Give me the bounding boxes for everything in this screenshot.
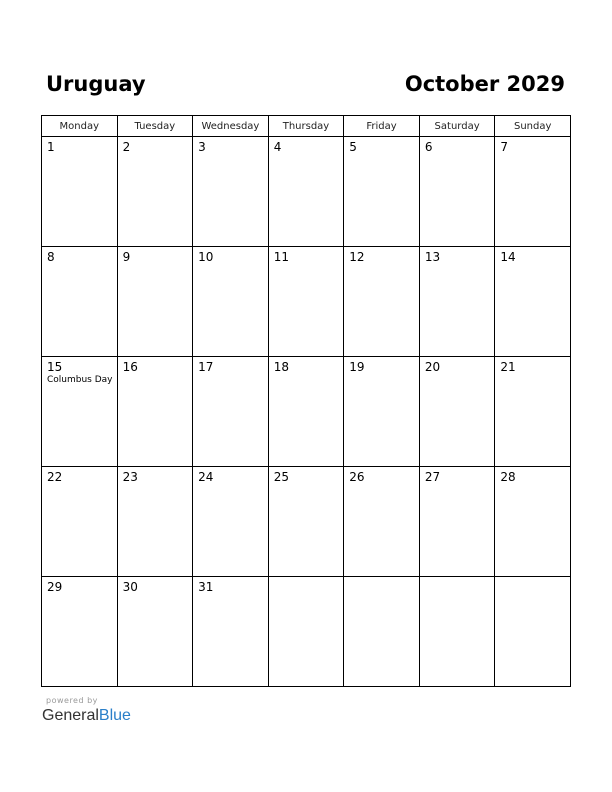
day-number: 16 bbox=[122, 360, 138, 374]
day-number: 12 bbox=[349, 250, 365, 264]
day-number: 23 bbox=[122, 470, 138, 484]
day-number: 11 bbox=[273, 250, 289, 264]
day-number: 7 bbox=[500, 140, 509, 154]
day-number: 1 bbox=[47, 140, 55, 154]
day-cell bbox=[268, 137, 344, 247]
holiday-label bbox=[193, 374, 268, 375]
holiday-label bbox=[344, 264, 419, 265]
day-cell bbox=[42, 137, 118, 247]
day-cell bbox=[419, 577, 495, 687]
holiday-label bbox=[495, 580, 570, 581]
holiday-label bbox=[118, 484, 193, 485]
holiday-label bbox=[495, 374, 570, 375]
country-title: Uruguay bbox=[46, 72, 146, 96]
week-row bbox=[42, 137, 571, 247]
day-number: 2 bbox=[122, 140, 131, 154]
day-cell bbox=[344, 577, 420, 687]
weekday-header-row bbox=[42, 116, 571, 137]
week-row bbox=[42, 247, 571, 357]
day-cell bbox=[344, 137, 420, 247]
day-number: 13 bbox=[424, 250, 441, 264]
holiday-label bbox=[118, 374, 193, 375]
holiday-label bbox=[118, 154, 193, 155]
day-cell bbox=[42, 357, 118, 467]
day-cell bbox=[344, 467, 420, 577]
day-number: 19 bbox=[349, 360, 365, 374]
holiday-label bbox=[420, 264, 495, 265]
holiday-label bbox=[269, 264, 344, 265]
day-number: 6 bbox=[424, 140, 433, 154]
day-number: 9 bbox=[122, 250, 131, 264]
weekday-header: Friday bbox=[344, 116, 420, 137]
day-cell bbox=[268, 247, 344, 357]
day-cell bbox=[495, 357, 571, 467]
holiday-label bbox=[495, 484, 570, 485]
day-cell bbox=[117, 467, 193, 577]
day-cell bbox=[495, 467, 571, 577]
holiday-label bbox=[344, 580, 419, 581]
weekday-header: Thursday bbox=[268, 116, 344, 137]
day-cell bbox=[117, 247, 193, 357]
holiday-label bbox=[193, 484, 268, 485]
holiday-label bbox=[42, 154, 117, 155]
day-number: 10 bbox=[198, 250, 214, 264]
day-cell bbox=[419, 137, 495, 247]
week-row bbox=[42, 577, 571, 687]
holiday-label bbox=[118, 594, 193, 595]
day-number: 18 bbox=[273, 360, 289, 374]
day-number: 25 bbox=[273, 470, 289, 484]
holiday-label bbox=[344, 484, 419, 485]
brand-footer bbox=[42, 696, 131, 726]
holiday-label bbox=[495, 154, 570, 155]
holiday-label bbox=[344, 374, 419, 375]
day-cell bbox=[42, 577, 118, 687]
day-number: 29 bbox=[47, 580, 63, 594]
holiday-label bbox=[269, 374, 344, 375]
holiday-label bbox=[42, 594, 117, 595]
logo-blue-text: Blue bbox=[98, 707, 131, 724]
holiday-label bbox=[420, 374, 495, 375]
day-number: 8 bbox=[47, 250, 55, 264]
week-row bbox=[42, 467, 571, 577]
holiday-label bbox=[420, 484, 495, 485]
day-cell bbox=[344, 357, 420, 467]
day-cell bbox=[193, 357, 269, 467]
holiday-label: Columbus Day bbox=[47, 375, 113, 385]
day-number: 17 bbox=[198, 360, 214, 374]
day-cell bbox=[193, 577, 269, 687]
day-cell bbox=[117, 137, 193, 247]
holiday-label bbox=[193, 264, 268, 265]
day-number: 5 bbox=[349, 140, 357, 154]
holiday-label bbox=[193, 594, 268, 595]
day-number: 28 bbox=[500, 470, 516, 484]
holiday-label bbox=[420, 580, 495, 581]
holiday-label bbox=[269, 580, 344, 581]
day-cell bbox=[419, 247, 495, 357]
day-cell bbox=[193, 247, 269, 357]
holiday-label bbox=[42, 264, 117, 265]
generalblue-logo bbox=[42, 706, 131, 726]
day-cell bbox=[117, 577, 193, 687]
month-year-title: October 2029 bbox=[404, 72, 565, 96]
holiday-label bbox=[118, 264, 193, 265]
weekday-header: Tuesday bbox=[117, 116, 193, 137]
weekday-header: Monday bbox=[42, 116, 118, 137]
day-number: 15 bbox=[47, 360, 63, 374]
day-cell bbox=[268, 467, 344, 577]
day-cell bbox=[495, 137, 571, 247]
day-number: 22 bbox=[47, 470, 63, 484]
day-cell bbox=[193, 137, 269, 247]
calendar-grid bbox=[41, 115, 571, 687]
powered-by-text: powered by bbox=[46, 696, 98, 705]
day-cell bbox=[42, 247, 118, 357]
day-number: 21 bbox=[500, 360, 516, 374]
day-cell bbox=[268, 577, 344, 687]
week-row bbox=[42, 357, 571, 467]
day-number: 26 bbox=[349, 470, 365, 484]
day-cell bbox=[344, 247, 420, 357]
day-cell bbox=[117, 357, 193, 467]
logo-general-text: General bbox=[42, 707, 99, 724]
day-cell bbox=[419, 467, 495, 577]
day-cell bbox=[495, 577, 571, 687]
day-number: 14 bbox=[500, 250, 516, 264]
holiday-label bbox=[495, 264, 570, 265]
day-number: 31 bbox=[198, 580, 214, 594]
holiday-label bbox=[269, 154, 344, 155]
day-number: 27 bbox=[424, 470, 441, 484]
holiday-label bbox=[420, 154, 495, 155]
day-cell bbox=[42, 467, 118, 577]
weekday-header: Sunday bbox=[495, 116, 571, 137]
holiday-label bbox=[193, 154, 268, 155]
day-number: 30 bbox=[122, 580, 138, 594]
weekday-header: Wednesday bbox=[193, 116, 269, 137]
day-cell bbox=[193, 467, 269, 577]
day-number: 3 bbox=[198, 140, 206, 154]
holiday-label bbox=[42, 484, 117, 485]
holiday-label bbox=[344, 154, 419, 155]
day-cell bbox=[495, 247, 571, 357]
day-cell bbox=[419, 357, 495, 467]
weekday-header: Saturday bbox=[419, 116, 495, 137]
day-number: 4 bbox=[273, 140, 282, 154]
day-number: 24 bbox=[198, 470, 214, 484]
day-cell bbox=[268, 357, 344, 467]
day-number: 20 bbox=[424, 360, 441, 374]
holiday-label bbox=[269, 484, 344, 485]
